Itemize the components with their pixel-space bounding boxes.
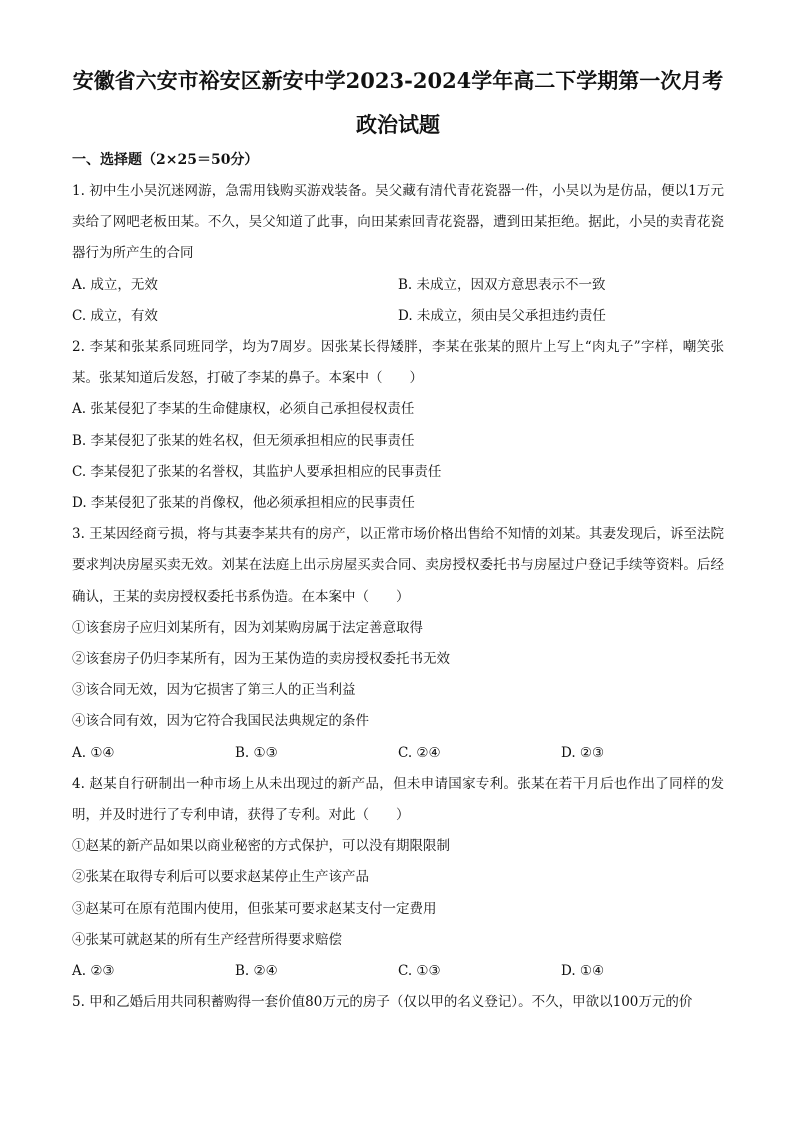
exam-page — [72, 66, 724, 1018]
option-b: B. 未成立，因双方意思表示不一致 — [398, 276, 606, 293]
option-d: D. ②③ — [561, 744, 605, 761]
option-b: B. 李某侵犯了张某的姓名权，但无须承担相应的民事责任 — [72, 432, 415, 449]
option-row — [72, 270, 724, 301]
question-stem: 3. 王某因经商亏损，将与其妻李某共有的房产，以正常市场价格出售给不知情的刘某。其妻发现后，诉至法院要求判决房屋买卖无效。刘某在法庭上出示房屋买卖合同、卖房授权委托书与房屋过户登记手续等资料。后经确认，王某的卖房授权委托书系伪造。在本案中（ ） — [72, 526, 724, 605]
option-c: C. ①③ — [398, 963, 441, 980]
question-5 — [72, 987, 724, 1018]
question-4 — [72, 769, 724, 987]
option-row — [72, 738, 724, 769]
option-a: A. 张某侵犯了李某的生命健康权，必须自己承担侵权责任 — [72, 401, 415, 418]
option-c: C. ②④ — [398, 744, 441, 761]
option-row — [72, 301, 724, 332]
option-b: B. ①③ — [235, 744, 278, 761]
question-stem: 5. 甲和乙婚后用共同积蓄购得一套价值80万元的房子（仅以甲的名义登记）。不久，甲欲以100万元的价 — [72, 994, 693, 1011]
statement-1: ①赵某的新产品如果以商业秘密的方式保护，可以没有期限限制 — [72, 838, 450, 855]
exam-title: 安徽省六安市裕安区新安中学2023-2024学年高二下学期第一次月考 — [72, 68, 724, 93]
option-d: D. 李某侵犯了张某的肖像权，他必须承担相应的民事责任 — [72, 495, 415, 512]
statement-4: ④该合同有效，因为它符合我国民法典规定的条件 — [72, 713, 369, 730]
option-a: A. 成立，无效 — [72, 276, 158, 293]
statement-2: ②该套房子仍归李某所有，因为王某伪造的卖房授权委托书无效 — [72, 651, 450, 668]
question-2 — [72, 332, 724, 519]
section-heading: 一、选择题（2×25＝50分） — [72, 152, 259, 168]
option-a: A. ②③ — [72, 963, 115, 980]
question-stem: 4. 赵某自行研制出一种市场上从未出现过的新产品，但未申请国家专利。张某在若干月后也作出了同样的发明，并及时进行了专利申请，获得了专利。对此（ ） — [72, 775, 724, 824]
question-3 — [72, 519, 724, 769]
option-a: A. ①④ — [72, 744, 115, 761]
option-c: C. 成立，有效 — [72, 307, 158, 324]
option-d: D. ①④ — [561, 963, 605, 980]
question-stem: 1. 初中生小吴沉迷网游，急需用钱购买游戏装备。吴父藏有清代青花瓷器一件，小吴以为是仿品，便以1万元卖给了网吧老板田某。不久，吴父知道了此事，向田某索回青花瓷器，遭到田某拒绝。据此，小吴的卖青花瓷器行为所产生的合同 — [72, 183, 724, 262]
option-c: C. 李某侵犯了张某的名誉权，其监护人要承担相应的民事责任 — [72, 463, 442, 480]
statement-1: ①该套房子应归刘某所有，因为刘某购房属于法定善意取得 — [72, 619, 423, 636]
option-b: B. ②④ — [235, 963, 278, 980]
statement-4: ④张某可就赵某的所有生产经营所得要求赔偿 — [72, 931, 342, 948]
statement-3: ③该合同无效，因为它损害了第三人的正当利益 — [72, 682, 356, 699]
exam-subtitle: 政治试题 — [356, 112, 440, 137]
statement-3: ③赵某可在原有范围内使用，但张某可要求赵某支付一定费用 — [72, 900, 437, 917]
option-row — [72, 956, 724, 987]
question-1 — [72, 176, 724, 332]
option-d: D. 未成立，须由吴父承担违约责任 — [398, 307, 606, 324]
question-stem: 2. 李某和张某系同班同学，均为7周岁。因张某长得矮胖，李某在张某的照片上写上“肉丸子”字样，嘲笑张某。张某知道后发怒，打破了李某的鼻子。本案中（ ） — [72, 339, 724, 387]
statement-2: ②张某在取得专利后可以要求赵某停止生产该产品 — [72, 869, 369, 886]
